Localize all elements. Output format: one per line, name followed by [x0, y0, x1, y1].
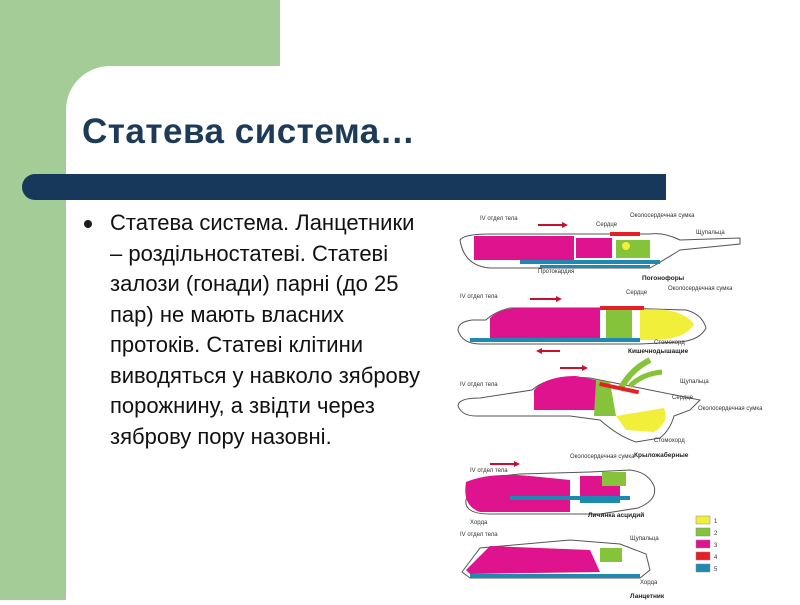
panel-ascidian-larva: [465, 454, 654, 526]
label-region: IV отдел тела: [460, 532, 498, 538]
label-pericard: Околосердечная сумка: [570, 454, 635, 460]
magenta-part: [474, 236, 574, 260]
label-stomochord: Стомохорд: [654, 438, 685, 444]
legend-swatch-1: [696, 516, 710, 524]
label-panel-name: Крыложаберные: [634, 452, 689, 459]
arrow-head: [556, 296, 562, 302]
arrow-head: [514, 461, 520, 467]
arrow-head-2: [536, 348, 542, 354]
green-part: [616, 240, 650, 258]
legend-label-3: 3: [714, 543, 718, 549]
label-tentacles: Щупальца: [630, 536, 659, 542]
red-vessel: [600, 306, 644, 310]
bullet-icon: [84, 220, 92, 228]
label-heart: Сердце: [596, 222, 618, 228]
arrow-head: [582, 365, 588, 371]
label-panel-name: Личинка асцидий: [588, 512, 645, 519]
panel-enteropneusta: [458, 286, 733, 355]
red-vessel: [610, 232, 640, 236]
label-extra: Протокардия: [538, 269, 575, 275]
yellow-part: [616, 408, 666, 432]
label-region: IV отдел тела: [460, 382, 498, 388]
yellow-part: [640, 309, 694, 340]
label-chord: Хорда: [640, 580, 658, 586]
panel-pterobranchia: [458, 360, 763, 459]
figure-svg: [450, 210, 763, 600]
panel-pogonophora: [460, 213, 740, 282]
legend-label-4: 4: [714, 555, 718, 561]
label-tentacles: Щупальца: [696, 230, 725, 236]
legend-label-1: 1: [714, 519, 718, 525]
magenta-part-2: [576, 238, 612, 258]
label-region: IV отдел тела: [460, 294, 498, 300]
label-heart: Сердце: [626, 290, 648, 296]
label-region: IV отдел тела: [470, 468, 508, 474]
blue-chord: [580, 500, 620, 503]
label-panel-name: Ланцетник: [630, 593, 665, 600]
magenta-part: [465, 475, 570, 512]
legend-swatch-4: [696, 552, 710, 560]
magenta-part: [534, 376, 600, 410]
label-tentacles: Щупальца: [680, 379, 709, 385]
green-part: [602, 472, 626, 486]
legend-swatch-2: [696, 528, 710, 536]
green-part: [600, 548, 622, 562]
blue-nerve: [510, 496, 630, 500]
label-heart: Сердце: [672, 395, 694, 401]
legend-label-2: 2: [714, 531, 718, 537]
legend-label-5: 5: [714, 567, 718, 573]
label-region: IV отдел тела: [480, 216, 518, 222]
panel-lancelet: [460, 532, 665, 600]
blue-nerve-2: [540, 265, 650, 268]
label-panel-name: Кишечнодышащие: [628, 348, 689, 355]
label-pericard: Околосердечная сумка: [698, 406, 763, 412]
slide-body-text: Статева система. Ланцетники – роздільностатеві. Статеві залози (гонади) парні (до 25 пар) не мають власних протоків. Статеві клітини виводяться у навколо зяброву порожнину, а звідти через зяброву пору назовні.: [110, 210, 420, 449]
color-legend: [696, 516, 718, 573]
label-pericard: Околосердечная сумка: [668, 286, 733, 292]
yellow-part: [622, 242, 630, 250]
magenta-part: [466, 546, 600, 574]
title-underline-bar: [22, 174, 666, 200]
blue-nerve: [470, 338, 640, 342]
arrow-head: [562, 222, 568, 228]
green-part: [606, 310, 632, 340]
magenta-part: [490, 308, 600, 342]
legend-swatch-3: [696, 540, 710, 548]
label-chord: Хорда: [470, 520, 488, 526]
slide-title: Статева система…: [82, 112, 416, 151]
label-pericard: Околосердечная сумка: [630, 213, 695, 219]
label-stomochord: Стомохорд: [654, 340, 685, 346]
comparative-anatomy-figure: [450, 210, 763, 600]
label-panel-name: Погонофоры: [642, 275, 685, 282]
blue-nerve: [520, 260, 660, 264]
legend-swatch-5: [696, 564, 710, 572]
blue-nerve: [470, 574, 640, 578]
